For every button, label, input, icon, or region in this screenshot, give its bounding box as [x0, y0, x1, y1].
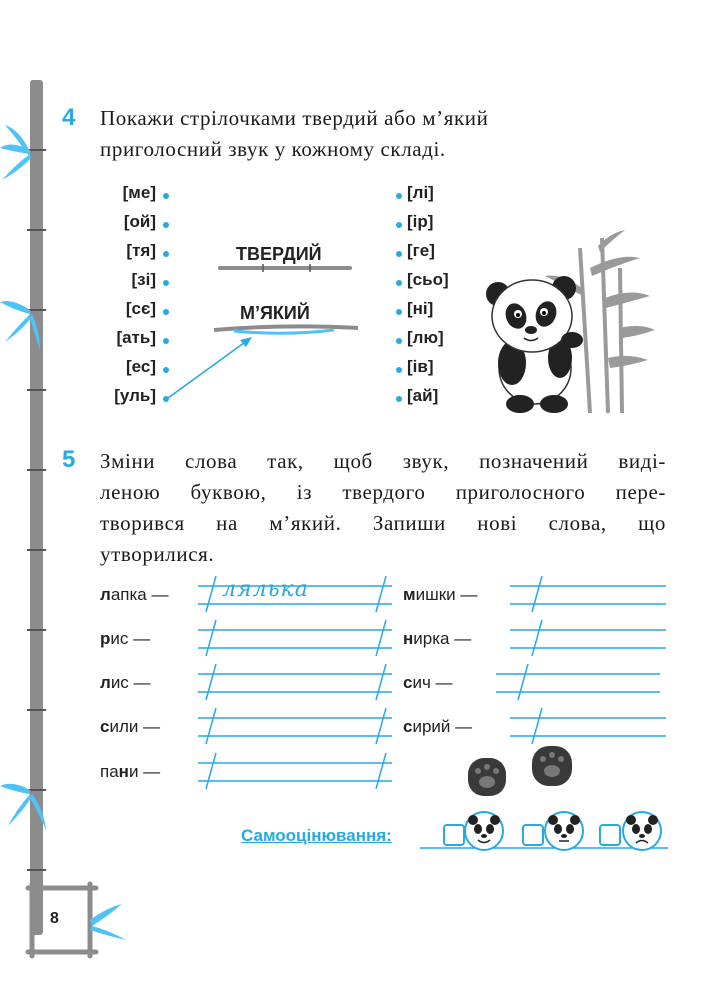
page-number: 8 [50, 910, 59, 927]
rating-checkbox[interactable] [443, 824, 465, 846]
page-number-frame [18, 880, 128, 960]
word-right: мишки — [403, 585, 478, 604]
right-syllable: [сьо] [407, 270, 449, 289]
task-4-instruction-line-2: приголосний звук у кожному складі. [100, 137, 446, 161]
task-5-instruction-line: утворилися. [100, 542, 215, 566]
right-connector-dot[interactable] [396, 338, 402, 344]
left-syllable: [тя] [126, 241, 156, 260]
left-syllable: [уль] [114, 386, 156, 405]
word-right: нирка — [403, 629, 472, 648]
right-connector-dot[interactable] [396, 222, 402, 228]
right-syllable: [ір] [407, 212, 434, 231]
word-right: сич — [403, 673, 453, 692]
writing-line-left[interactable] [196, 618, 396, 658]
left-connector-dot[interactable] [163, 222, 169, 228]
right-syllable: [ні] [407, 299, 434, 318]
right-connector-dot[interactable] [396, 309, 402, 315]
rating-checkbox[interactable] [522, 824, 544, 846]
right-connector-dot[interactable] [396, 280, 402, 286]
left-syllable: [сє] [125, 299, 156, 318]
paw-print-icon [466, 756, 508, 798]
writing-line-right[interactable] [508, 618, 668, 658]
left-syllable: [ме] [122, 183, 156, 202]
right-connector-dot[interactable] [396, 396, 402, 402]
panda-illustration [480, 228, 660, 418]
left-connector-dot[interactable] [163, 280, 169, 286]
hard-consonant-label: ТВЕРДИЙ [236, 244, 322, 264]
paw-print-icon [530, 744, 574, 788]
example-arrow [160, 330, 260, 406]
task-5-number: 5 [62, 446, 76, 473]
writing-line-right[interactable] [494, 662, 664, 702]
self-assessment-label: Самооцінювання: [241, 826, 392, 845]
bamboo-border-decoration [0, 70, 110, 950]
word-left: рис — [100, 629, 151, 648]
soft-consonant-label: М’ЯКИЙ [240, 303, 310, 323]
writing-line-left[interactable] [196, 662, 396, 702]
task-4-number: 4 [62, 104, 76, 131]
word-left: лис — [100, 673, 151, 692]
right-syllable: [ай] [407, 386, 439, 405]
writing-line-right[interactable] [508, 574, 668, 614]
task-4-instruction-line-1: Покажи стрілочками твердий або м’який [100, 106, 489, 130]
example-answer-handwriting: лялька [222, 577, 309, 602]
left-connector-dot[interactable] [163, 309, 169, 315]
rating-checkbox[interactable] [599, 824, 621, 846]
left-syllable: [ой] [123, 212, 156, 231]
writing-line-left[interactable] [196, 751, 396, 791]
left-syllable: [ес] [125, 357, 156, 376]
happy-panda-icon [463, 810, 505, 852]
writing-line-right[interactable] [508, 706, 668, 746]
left-syllable: [ать] [116, 328, 156, 347]
word-right: сирий — [403, 717, 473, 736]
hard-label-bamboo-underline [218, 263, 352, 273]
right-syllable: [лю] [407, 328, 444, 347]
right-syllable: [лі] [407, 183, 434, 202]
task-5-instruction-line: Зміни слова так, щоб звук, позначений виді- [100, 449, 666, 473]
right-syllable: [ге] [407, 241, 435, 260]
left-syllable: [зі] [131, 270, 156, 289]
word-left: пани — [100, 762, 161, 781]
word-left: сили — [100, 717, 161, 736]
left-connector-dot[interactable] [163, 193, 169, 199]
right-connector-dot[interactable] [396, 193, 402, 199]
neutral-panda-icon [543, 810, 585, 852]
sad-panda-icon [621, 810, 663, 852]
right-connector-dot[interactable] [396, 367, 402, 373]
left-connector-dot[interactable] [163, 251, 169, 257]
task-5-instruction-line: творився на м’який. Запиши нові слова, що [100, 511, 666, 535]
word-left: лапка — [100, 585, 169, 604]
right-connector-dot[interactable] [396, 251, 402, 257]
writing-line-left[interactable] [196, 706, 396, 746]
task-5-instruction-line: леною буквою, із твердого приголосного пере- [100, 480, 666, 504]
right-syllable: [ів] [407, 357, 434, 376]
